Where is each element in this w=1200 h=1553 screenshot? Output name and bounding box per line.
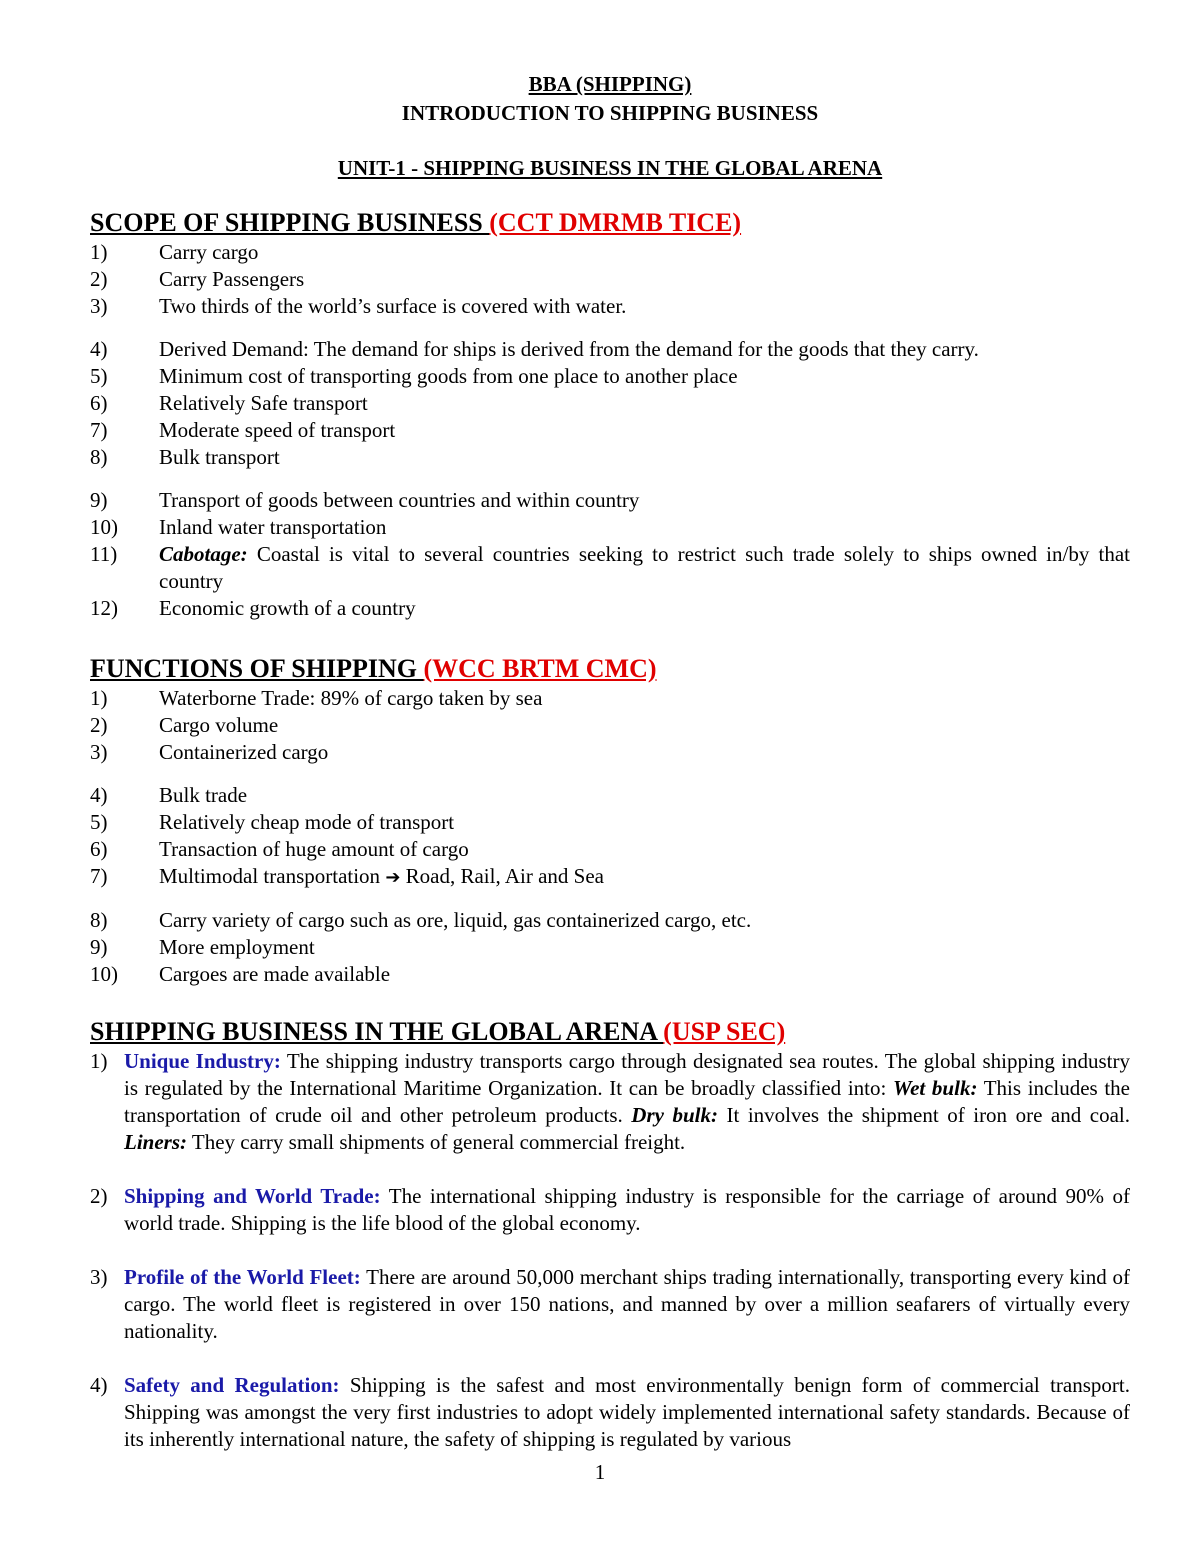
list-item: 3) Two thirds of the world’s surface is covered with water. [90, 294, 627, 318]
functions-mnemonic: (WCC BRTM CMC) [423, 654, 657, 683]
page-number: 1 [594, 1460, 606, 1484]
list-item: 6) Transaction of huge amount of cargo [90, 837, 469, 861]
scope-heading: SCOPE OF SHIPPING BUSINESS (CCT DMRMB TICE) [90, 208, 742, 237]
spacer [90, 766, 1130, 782]
functions-section [90, 653, 1130, 988]
list-item: 7) Moderate speed of transport [90, 418, 396, 442]
list-item: 2) Carry Passengers [90, 267, 305, 291]
scope-list [90, 239, 1130, 622]
functions-heading: FUNCTIONS OF SHIPPING (WCC BRTM CMC) [90, 654, 657, 683]
spacer [90, 320, 1130, 336]
list-item: 1) Unique Industry: The shipping industry transports cargo through designated sea routes. The global shipping industry is regulated by the International Maritime Organization. It can be broadly classified into: Wet bulk: This includes the transportation of crude oil and other petroleum products. Dry bulk: It involves the shipment of iron ore and coal. Liners: They carry small shipments of general commercial freight. [90, 1049, 1130, 1154]
global-arena-list [90, 1048, 1130, 1453]
list-item: 9) More employment [90, 935, 315, 959]
list-item: 10) Cargoes are made available [90, 962, 391, 986]
list-item: 2) Cargo volume [90, 713, 279, 737]
list-item: 1) Waterborne Trade: 89% of cargo taken by sea [90, 686, 543, 710]
functions-list [90, 685, 1130, 988]
spacer [90, 471, 1130, 487]
scope-mnemonic: (CCT DMRMB TICE) [489, 208, 742, 237]
list-item: 8) Bulk transport [90, 445, 280, 469]
list-item: 8) Carry variety of cargo such as ore, liquid, gas containerized cargo, etc. [90, 908, 752, 932]
list-item: 7) Multimodal transportation ➔ Road, Rail, Air and Sea [90, 864, 604, 888]
list-item: 12) Economic growth of a country [90, 596, 416, 620]
list-item: 9) Transport of goods between countries and within country [90, 488, 640, 512]
global-arena-mnemonic: (USP SEC) [663, 1017, 786, 1046]
list-item: 11) Cabotage: Coastal is vital to several countries seeking to restrict such trade solely to ships owned in/by that country [90, 542, 1130, 593]
list-item: 4) Bulk trade [90, 783, 248, 807]
scope-section [90, 207, 1130, 622]
course-title: BBA (SHIPPING) [528, 72, 692, 96]
spacer [90, 891, 1130, 907]
list-item: 1) Carry cargo [90, 240, 259, 264]
list-item: 3) Containerized cargo [90, 740, 329, 764]
arrow-right-icon: ➔ [385, 867, 401, 888]
list-item: 6) Relatively Safe transport [90, 391, 368, 415]
list-item: 4) Derived Demand: The demand for ships is derived from the demand for the goods that they carry. [90, 337, 979, 361]
subject-title: INTRODUCTION TO SHIPPING BUSINESS [401, 101, 819, 125]
global-arena-heading: SHIPPING BUSINESS IN THE GLOBAL ARENA (USP SEC) [90, 1017, 786, 1046]
list-item: 2) Shipping and World Trade: The international shipping industry is responsible for the carriage of around 90% of world trade. Shipping is the life blood of the global economy. [90, 1184, 1130, 1235]
list-item: 5) Minimum cost of transporting goods from one place to another place [90, 364, 738, 388]
global-arena-section [90, 1016, 1130, 1480]
list-item: 10) Inland water transportation [90, 515, 387, 539]
list-item: 3) Profile of the World Fleet: There are around 50,000 merchant ships trading internationally, transporting every kind of cargo. The world fleet is registered in over 150 nations, and manned by over a million seafarers of virtually every nationality. [90, 1265, 1130, 1343]
unit-title: UNIT-1 - SHIPPING BUSINESS IN THE GLOBAL ARENA [337, 156, 883, 180]
list-item: 5) Relatively cheap mode of transport [90, 810, 455, 834]
list-item: 4) Safety and Regulation: Shipping is the safest and most environmentally benign form of commercial transport. Shipping was amongst the very first industries to adopt widely implemented international safety standards. Because of its inherently international nature, the safety of shipping is regulated by various [90, 1373, 1130, 1451]
